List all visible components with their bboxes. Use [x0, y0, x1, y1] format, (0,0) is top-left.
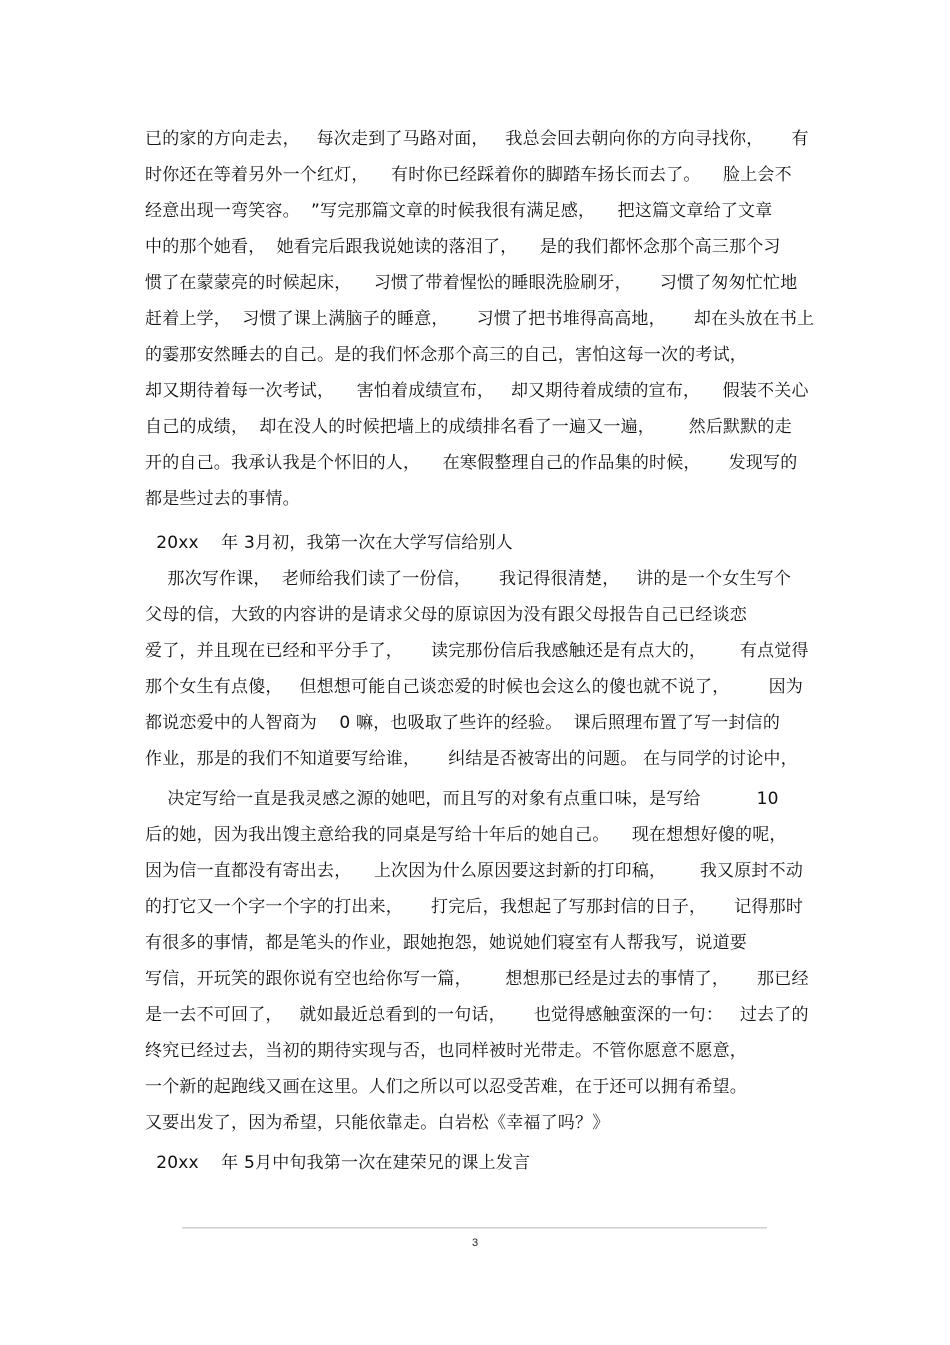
- text-line: 却又期待着每一次考试， 害怕着成绩宣布， 却又期待着成绩的宣布， 假装不关心: [145, 381, 809, 401]
- text-line: 又要出发了，因为希望，只能依靠走。白岩松《幸福了吗？》: [145, 1113, 610, 1133]
- text-line: 那次写作课， 老师给我们读了一份信， 我记得很清楚， 讲的是一个女生写个: [145, 569, 792, 589]
- text-line: 的打它又一个字一个字的打出来， 打完后，我想起了写那封信的日子， 记得那时: [145, 897, 804, 917]
- page-number: 3: [471, 1237, 479, 1249]
- text-line: 那个女生有点傻， 但想想可能自己谈恋爱的时候也会这么的傻也就不说了， 因为: [145, 677, 804, 697]
- text-line: 父母的信，大致的内容讲的是请求父母的原谅因为没有跟父母报告自己已经谈恋: [145, 605, 747, 625]
- text-line: 已的家的方向走去， 每次走到了马路对面， 我总会回去朝向你的方向寻找你， 有: [145, 129, 809, 149]
- text-line: 时你还在等着另外一个红灯， 有时你已经踩着你的脚踏车扬长而去了。 脸上会不: [145, 165, 792, 185]
- text-line: 一个新的起跑线又画在这里。人们之所以可以忍受苦难，在于还可以拥有希望。: [145, 1077, 747, 1097]
- text-line: 都说恋爱中的人智商为 0 嘛，也吸取了些许的经验。 课后照理布置了写一封信的: [145, 713, 781, 733]
- text-line: 作业，那是的我们不知道要写给谁， 纠结是否被寄出的问题。 在与同学的讨论中，: [145, 749, 798, 769]
- text-line: 开的自己。我承认我是个怀旧的人， 在寒假整理自己的作品集的时候， 发现写的: [145, 453, 798, 473]
- text-line: 终究已经过去，当初的期待实现与否，也同样被时光带走。不管你愿意不愿意，: [145, 1041, 747, 1061]
- text-line: 后的她，因为我出馊主意给我的同桌是写给十年后的她自己。 现在想想好傻的呢，: [145, 825, 787, 845]
- text-line: 赶着上学， 习惯了课上满脑子的睡意， 习惯了把书堆得高高地， 却在头放在书上: [145, 309, 815, 329]
- text-line: 是一去不可回了， 就如最近总看到的一句话， 也觉得感触蛮深的一句： 过去了的: [145, 1005, 809, 1025]
- text-line: 因为信一直都没有寄出去， 上次因为什么原因要这封新的打印稿， 我又原封不动: [145, 861, 804, 881]
- text-line: 自己的成绩， 却在没人的时候把墙上的成绩排名看了一遍又一遍， 然后默默的走: [145, 417, 792, 437]
- text-line: 经意出现一弯笑容。 ”写完那篇文章的时候我很有满足感， 把这篇文章给了文章: [145, 201, 773, 221]
- text-line: 中的那个她看， 她看完后跟我说她读的落泪了， 是的我们都怀念那个高三那个习: [145, 237, 781, 257]
- footer-divider: [182, 1227, 767, 1229]
- text-line: 都是些过去的事情。: [145, 489, 300, 509]
- text-line: 爱了，并且现在已经和平分手了， 读完那份信后我感触还是有点大的， 有点觉得: [145, 641, 809, 661]
- text-line: 有很多的事情，都是笔头的作业，跟她抱怨，她说她们寝室有人帮我写，说道要: [145, 933, 747, 953]
- section-heading: 20xx 年 3月初，我第一次在大学写信给别人: [145, 533, 513, 553]
- text-line: 惯了在蒙蒙亮的时候起床， 习惯了带着惺忪的睡眼洗脸刷牙， 习惯了匆匆忙忙地: [145, 273, 798, 293]
- text-line: 写信，开玩笑的跟你说有空也给你写一篇， 想想那已经是过去的事情了， 那已经: [145, 969, 809, 989]
- text-line: 决定写给一直是我灵感之源的她吧，而且写的对象有点重口味，是写给 10: [145, 789, 779, 809]
- section-heading: 20xx 年 5月中旬我第一次在建荣兄的课上发言: [145, 1153, 531, 1173]
- text-line: 的霎那安然睡去的自己。是的我们怀念那个高三的自己，害怕这每一次的考试，: [145, 345, 747, 365]
